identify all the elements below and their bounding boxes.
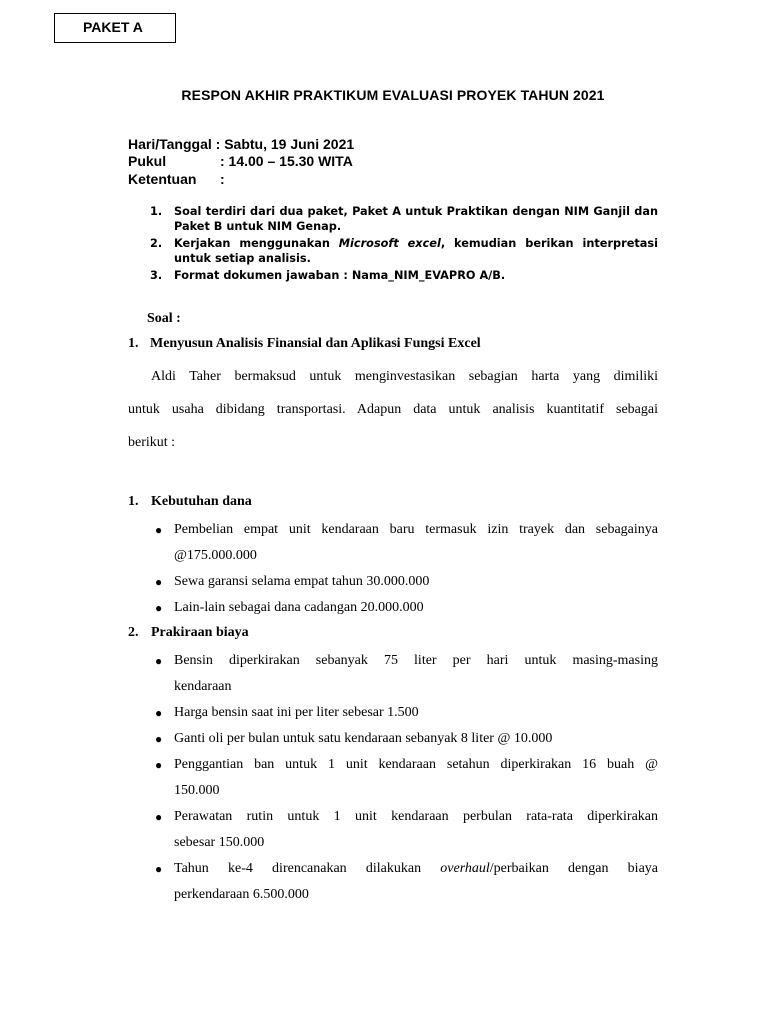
rule-item	[150, 204, 658, 234]
list-item	[155, 569, 658, 595]
rule-text-italic: Microsoft excel	[338, 237, 441, 250]
bullet-icon: ●	[155, 758, 163, 772]
rules-list	[150, 204, 658, 285]
item-line-1: Harga bensin saat ini per liter sebesar 1.500	[174, 705, 419, 720]
item-line-2: perkendaraan 6.500.000	[174, 887, 309, 902]
rule-number: 3.	[150, 269, 163, 282]
item-line-2: kendaraan	[174, 679, 232, 694]
soal-label: Soal :	[147, 311, 181, 326]
list-item	[155, 700, 658, 726]
list-item	[155, 595, 658, 621]
item-line-2: @175.000.000	[174, 548, 257, 563]
bullet-icon: ●	[155, 706, 163, 720]
list-item	[155, 752, 658, 804]
meta-ketentuan-value: :	[220, 171, 225, 187]
bullet-icon: ●	[155, 575, 163, 589]
rule-text-after: , kemudian berikan interpretasi untuk setiap analisis.	[174, 237, 658, 265]
item-line-1: Ganti oli per bulan untuk satu kendaraan sebanyak 8 liter @ 10.000	[174, 731, 553, 746]
rule-number: 2.	[150, 237, 163, 250]
paket-label: PAKET A	[83, 19, 143, 35]
meta-ketentuan-label: Ketentuan	[128, 171, 197, 187]
meta-hari-value: : Sabtu, 19 Juni 2021	[215, 136, 355, 152]
rule-text: Format dokumen jawaban : Nama_NIM_EVAPRO A/B.	[174, 269, 506, 282]
item-line-1: Pembelian empat unit kendaraan baru termasuk izin trayek dan sebagainya	[174, 522, 658, 537]
document-title: RESPON AKHIR PRAKTIKUM EVALUASI PROYEK TAHUN 2021	[181, 87, 605, 103]
rule-number: 1.	[150, 205, 163, 218]
intro-line-1: Aldi Taher bermaksud untuk menginvestasikan sebagian harta yang dimiliki	[151, 369, 658, 384]
subsection-number: 2.	[128, 625, 139, 640]
subsection-kebutuhan	[128, 494, 252, 510]
item-line-1: Sewa garansi selama empat tahun 30.000.000	[174, 574, 430, 589]
subsection-number: 1.	[128, 494, 139, 509]
bullet-icon: ●	[155, 654, 163, 668]
rule-item	[150, 268, 658, 283]
list-item	[155, 856, 658, 908]
section-title: Menyusun Analisis Finansial dan Aplikasi Fungsi Excel	[150, 336, 481, 351]
section-heading	[128, 336, 481, 352]
list-item	[155, 804, 658, 856]
item-line-1-after: /perbaikan dengan biaya	[489, 861, 658, 876]
bullet-icon: ●	[155, 810, 163, 824]
bullet-icon: ●	[155, 523, 163, 537]
item-line-1-italic: overhaul	[440, 861, 490, 876]
meta-pukul-value: : 14.00 – 15.30 WITA	[220, 153, 353, 169]
list-item	[155, 517, 658, 569]
paket-box	[54, 13, 176, 43]
bullet-icon: ●	[155, 732, 163, 746]
rule-item	[150, 236, 658, 266]
item-line-2: sebesar 150.000	[174, 835, 265, 850]
meta-hari	[128, 136, 354, 152]
item-line-1-before: Tahun ke-4 direncanakan dilakukan	[174, 861, 441, 876]
item-line-1: Lain-lain sebagai dana cadangan 20.000.000	[174, 600, 424, 615]
subsection-title: Prakiraan biaya	[151, 625, 249, 640]
rule-text: Soal terdiri dari dua paket, Paket A untuk Praktikan dengan NIM Ganjil dan Paket B untuk NIM Genap.	[174, 205, 658, 233]
item-line-2: 150.000	[174, 783, 220, 798]
item-line-1	[174, 856, 658, 882]
intro-line-2: untuk usaha dibidang transportasi. Adapun data untuk analisis kuantitatif sebagai	[128, 402, 658, 417]
item-line-1: Perawatan rutin untuk 1 unit kendaraan perbulan rata-rata diperkirakan	[174, 809, 658, 824]
subsection-title: Kebutuhan dana	[151, 494, 252, 509]
meta-ketentuan	[128, 171, 225, 187]
item-line-1: Penggantian ban untuk 1 unit kendaraan setahun diperkirakan 16 buah @	[174, 757, 658, 772]
bullet-icon: ●	[155, 862, 163, 876]
intro-line-3: berikut :	[128, 435, 176, 450]
list-item	[155, 726, 658, 752]
bullet-icon: ●	[155, 601, 163, 615]
rule-text-before: Kerjakan menggunakan	[174, 237, 339, 250]
list-item	[155, 648, 658, 700]
meta-pukul	[128, 153, 353, 169]
item-line-1: Bensin diperkirakan sebanyak 75 liter per hari untuk masing-masing	[174, 653, 658, 668]
meta-hari-label: Hari/Tanggal	[128, 136, 212, 152]
meta-pukul-label: Pukul	[128, 153, 167, 169]
section-number: 1.	[128, 336, 139, 351]
subsection-prakiraan	[128, 625, 249, 641]
